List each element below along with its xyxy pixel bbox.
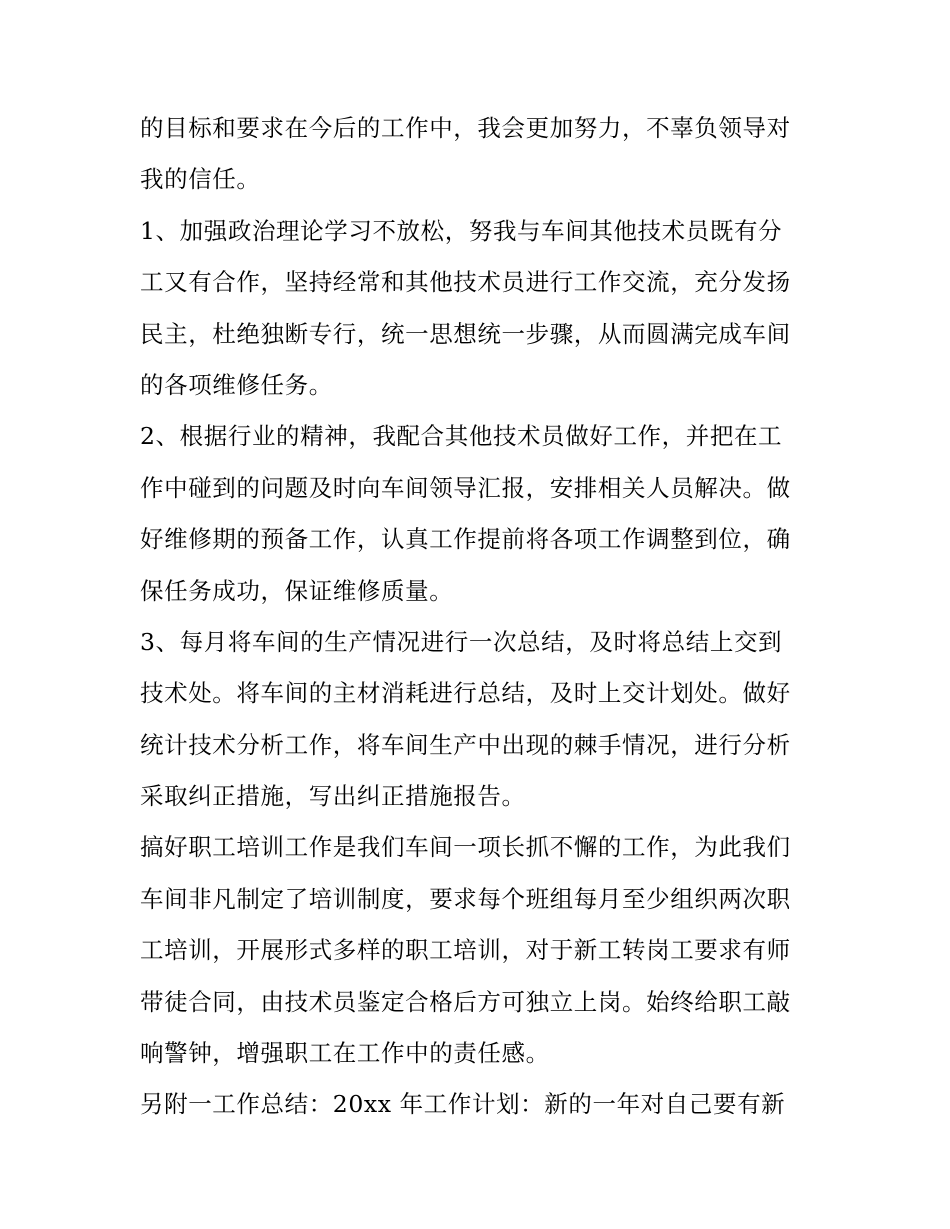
text-line: 统计技术分析工作，将车间生产中出现的棘手情况，进行分析 [140,730,791,759]
text-line: 带徒合同，由技术员鉴定合格后方可独立上岗。始终给职工敲 [140,987,791,1016]
text-line: 的各项维修任务。 [140,370,333,399]
text-line: 保任务成功，保证维修质量。 [140,576,454,605]
text-line: 技术处。将车间的主材消耗进行总结，及时上交计划处。做好 [140,679,791,708]
text-line: 搞好职工培训工作是我们车间一项长抓不懈的工作，为此我们 [140,833,791,862]
text-line: 的目标和要求在今后的工作中，我会更加努力，不辜负领导对 [140,114,791,142]
text-line: 民主，杜绝独断专行，统一思想统一步骤，从而圆满完成车间 [140,319,791,348]
text-line: 2、根据行业的精神，我配合其他技术员做好工作，并把在工 [140,422,783,451]
text-line: 响警钟，增强职工在工作中的责任感。 [140,1039,550,1068]
text-line: 1、加强政治理论学习不放松，努我与车间其他技术员既有分 [140,216,783,245]
text-line: 工又有合作，坚持经常和其他技术员进行工作交流，充分发扬 [140,268,791,297]
body-text [140,103,830,1131]
text-line: 另附一工作总结：20xx 年工作计划：新的一年对自己要有新 [140,1090,786,1119]
text-line: 好维修期的预备工作，认真工作提前将各项工作调整到位，确 [140,525,791,554]
text-line: 车间非凡制定了培训制度，要求每个班组每月至少组织两次职 [140,884,791,913]
text-line: 工培训，开展形式多样的职工培训，对于新工转岗工要求有师 [140,936,791,965]
text-line: 采取纠正措施，写出纠正措施报告。 [140,782,526,811]
text-line: 3、每月将车间的生产情况进行一次总结，及时将总结上交到 [140,627,783,656]
text-line: 作中碰到的问题及时向车间领导汇报，安排相关人员解决。做 [140,473,791,502]
text-line: 我的信任。 [140,165,261,194]
